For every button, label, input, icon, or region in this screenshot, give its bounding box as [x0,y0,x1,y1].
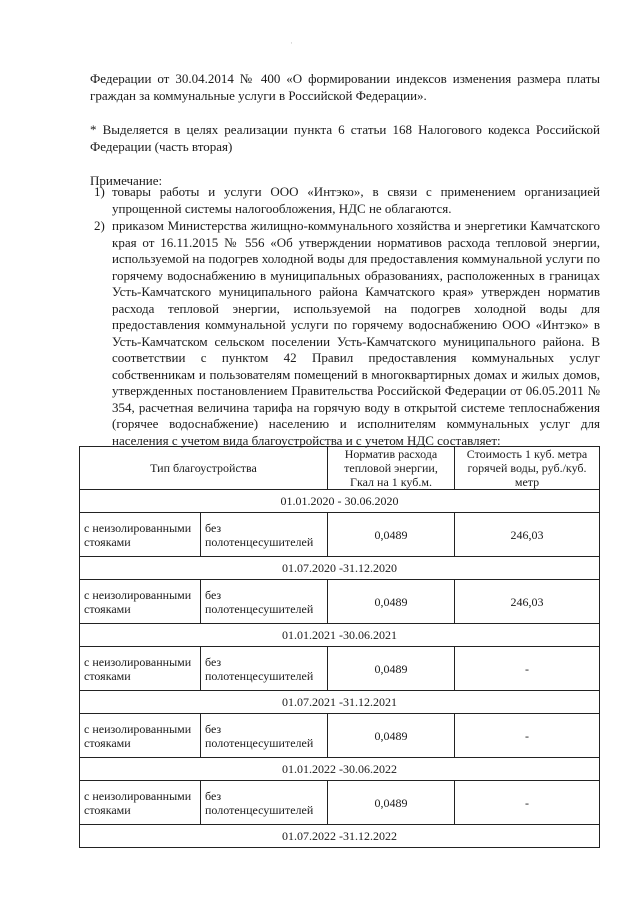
note-item [94,218,600,449]
table-row [80,781,600,825]
note-text: товары работы и услуги ООО «Интэко», в связи с применением организацией упрощенной системы налогообложения, НДС не облагаются. [112,184,600,216]
note-heading: Примечание: [90,173,163,188]
header-cost: Стоимость 1 куб. метра горячей воды, руб./куб. метр [455,447,600,490]
type-risers: с неизолированными стояками [80,781,201,825]
table-row [80,580,600,624]
period-row [80,557,600,580]
type-risers: с неизолированными стояками [80,647,201,691]
period-row [80,624,600,647]
table-row [80,714,600,758]
table-header-row [80,447,600,490]
norm-value: 0,0489 [328,781,455,825]
norm-value: 0,0489 [328,714,455,758]
cost-value: 246,03 [455,513,600,557]
norm-value: 0,0489 [328,580,455,624]
cost-value: - [455,714,600,758]
header-norm: Норматив расхода тепловой энергии, Гкал на 1 куб.м. [328,447,455,490]
period-row [80,691,600,714]
period-label: 01.07.2021 -31.12.2021 [80,691,600,714]
header-type: Тип благоустройства [80,447,328,490]
note-number: 2) [94,218,105,233]
type-towel: без полотенцесушителей [201,580,328,624]
tariff-table [79,446,600,848]
type-risers: с неизолированными стояками [80,513,201,557]
type-towel: без полотенцесушителей [201,513,328,557]
note-item [94,184,600,217]
scan-mark: · [290,38,293,48]
type-risers: с неизолированными стояками [80,580,201,624]
period-row [80,490,600,513]
paragraph-footnote: * Выделяется в целях реализации пункта 6 статьи 168 Налогового кодекса Российской Федерации (часть вторая) [90,122,600,154]
period-label: 01.01.2021 -30.06.2021 [80,624,600,647]
period-label: 01.01.2020 - 30.06.2020 [80,490,600,513]
note-text: приказом Министерства жилищно-коммунального хозяйства и энергетики Камчатского края от 16.11.2015 № 556 «Об утверждении нормативов расхода тепловой энергии, используемой на подогрев холодной воды для предоставления коммунальной услуги по горячему водоснабжению в муниципальных образованиях, расположенных в границах Усть-Камчатского муниципального района Камчатского края» утвержден норматив расхода тепловой энергии, используемой на подогрев холодной воды для предоставления коммунальной услуги по горячему водоснабжению ООО «Интэко» в Усть-Камчатском сельском поселении Усть-Камчатского муниципального района. В соответствии с пунктом 42 Правил предоставления коммунальных услуг собственникам и пользователям помещений в многоквартирных домах и жилых домов, утвержденных постановлением Правительства Российской Федерации от 06.05.2011 № 354, расчетная величина тарифа на горячую воду в открытой системе теплоснабжения (горячее водоснабжение) населению и исполнителям коммунальных услуг для населения с учетом вида благоустройства и с учетом НДС составляет: [112,218,600,448]
norm-value: 0,0489 [328,513,455,557]
cost-value: 246,03 [455,580,600,624]
period-label: 01.01.2022 -30.06.2022 [80,758,600,781]
type-risers: с неизолированными стояками [80,714,201,758]
paragraph-federation-ref: Федерации от 30.04.2014 № 400 «О формировании индексов изменения размера платы граждан за коммунальные услуги в Российской Федерации». [90,71,600,103]
type-towel: без полотенцесушителей [201,781,328,825]
cost-value: - [455,647,600,691]
type-towel: без полотенцесушителей [201,714,328,758]
period-label: 01.07.2022 -31.12.2022 [80,825,600,848]
cost-value: - [455,781,600,825]
norm-value: 0,0489 [328,647,455,691]
period-label: 01.07.2020 -31.12.2020 [80,557,600,580]
period-row [80,758,600,781]
note-number: 1) [94,184,105,199]
period-row [80,825,600,848]
type-towel: без полотенцесушителей [201,647,328,691]
table-row [80,647,600,691]
table-row [80,513,600,557]
